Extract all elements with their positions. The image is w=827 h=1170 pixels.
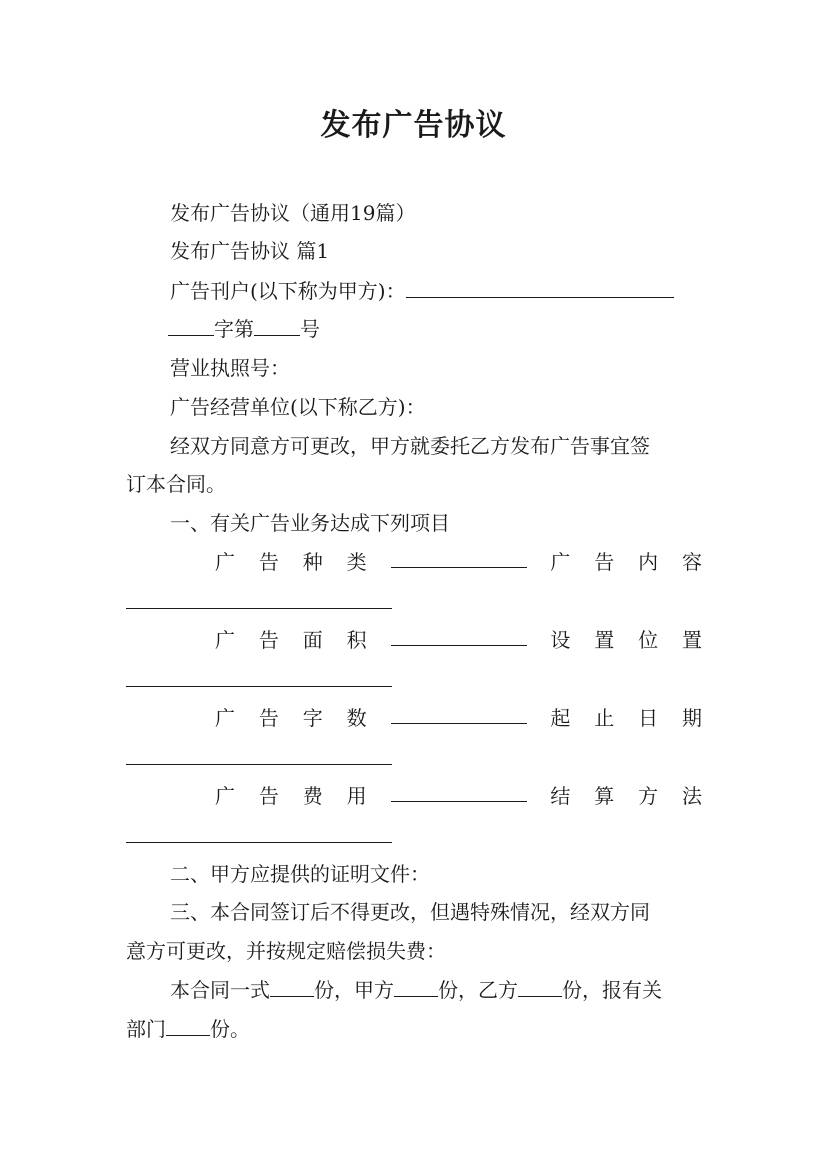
row-char: 方	[638, 784, 659, 808]
row-char: 广	[215, 706, 235, 730]
paragraph-line: 三、本合同签订后不得更改，但遇特殊情况，经双方同	[170, 900, 650, 924]
row-char: 面	[302, 628, 323, 652]
row-char: 广	[215, 628, 235, 652]
row-char: 告	[594, 550, 615, 574]
blank-underline	[518, 978, 562, 997]
row-char: 位	[638, 628, 659, 652]
row-char: 止	[594, 706, 615, 730]
copies-line	[126, 1016, 250, 1042]
section-heading: 发布广告协议 篇1	[170, 239, 330, 263]
copies-text: 本合同一式	[170, 978, 270, 1002]
registration-label: 字第	[214, 317, 254, 341]
advertiser-label: 广告刊户(以下称为甲方)：	[170, 279, 406, 303]
blank-underline	[126, 763, 392, 765]
row-char: 算	[594, 784, 615, 808]
blank-underline	[126, 685, 392, 687]
blank-underline	[126, 607, 392, 609]
advertiser-line	[170, 278, 674, 304]
blank-underline	[391, 783, 527, 802]
row-char: 广	[215, 784, 235, 808]
row-char: 费	[302, 784, 323, 808]
copies-text: 部门	[126, 1017, 166, 1041]
row-char: 告	[258, 784, 279, 808]
blank-underline	[168, 317, 214, 336]
license-line: 营业执照号：	[170, 356, 290, 380]
row-char: 字	[302, 706, 323, 730]
registration-suffix: 号	[300, 317, 320, 341]
blank-underline	[391, 627, 527, 646]
row-char: 日	[638, 706, 659, 730]
blank-underline	[270, 978, 314, 997]
form-row	[215, 549, 702, 575]
form-row	[215, 627, 702, 653]
blank-underline	[391, 705, 527, 724]
row-char: 广	[550, 550, 571, 574]
blank-underline	[394, 978, 438, 997]
subtitle-line: 发布广告协议（通用19篇）	[170, 201, 416, 225]
paragraph-line: 经双方同意方可更改，甲方就委托乙方发布广告事宜签	[170, 434, 650, 458]
row-char: 数	[346, 706, 367, 730]
paragraph-line: 订本合同。	[126, 472, 226, 496]
copies-text: 份，报有关	[562, 978, 662, 1002]
blank-underline	[391, 549, 527, 568]
row-char: 置	[682, 628, 702, 652]
blank-underline	[254, 317, 300, 336]
row-char: 结	[550, 784, 571, 808]
row-char: 告	[258, 550, 279, 574]
row-char: 告	[258, 706, 279, 730]
copies-line	[170, 977, 662, 1003]
copies-text: 份，甲方	[314, 978, 394, 1002]
blank-underline	[166, 1017, 210, 1036]
paragraph-line: 意方可更改，并按规定赔偿损失费：	[126, 939, 446, 963]
clause-two-heading: 二、甲方应提供的证明文件：	[170, 862, 430, 886]
row-char: 期	[682, 706, 702, 730]
blank-underline	[126, 841, 392, 843]
row-char: 用	[346, 784, 367, 808]
copies-text: 份，乙方	[438, 978, 518, 1002]
document-title: 发布广告协议	[320, 108, 507, 143]
row-char: 告	[258, 628, 279, 652]
row-char: 类	[346, 550, 367, 574]
registration-line	[168, 316, 320, 342]
row-char: 起	[550, 706, 571, 730]
row-char: 内	[638, 550, 659, 574]
form-row	[215, 783, 702, 809]
row-char: 容	[682, 550, 702, 574]
row-char: 种	[302, 550, 323, 574]
row-char: 设	[550, 628, 571, 652]
blank-underline	[406, 279, 674, 298]
row-char: 法	[682, 784, 702, 808]
form-row	[215, 705, 702, 731]
copies-text: 份。	[210, 1017, 250, 1041]
row-char: 积	[346, 628, 367, 652]
row-char: 广	[215, 550, 235, 574]
row-char: 置	[594, 628, 615, 652]
agency-line: 广告经营单位(以下称乙方)：	[170, 395, 426, 419]
clause-one-heading: 一、有关广告业务达成下列项目	[170, 511, 450, 535]
